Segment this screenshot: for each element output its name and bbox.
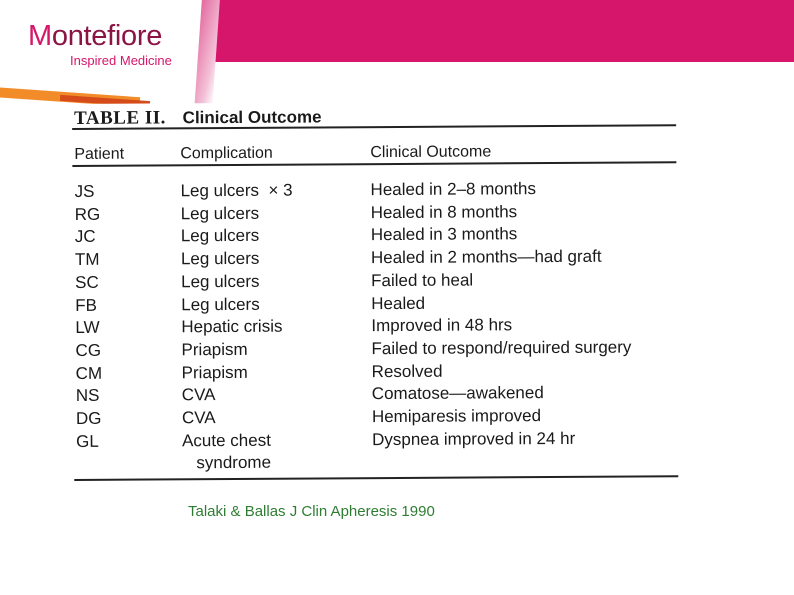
patient-cell: RG [74,204,101,224]
complication-cell: Hepatic crisis [181,316,283,337]
outcome-cell: Failed to heal [371,270,474,290]
complication-cell: Leg ulcers [181,271,260,292]
outcome-cell: Healed in 2–8 months [370,179,536,200]
patient-cell: LW [75,317,100,338]
header-patient: Patient [74,145,125,163]
patient-cell: NS [75,386,100,406]
header-complication: Complication [180,144,273,163]
table-title-text: Clinical Outcome [182,107,322,128]
outcome-cell: Healed in 2 months—had graft [370,246,602,268]
header-outcome: Clinical Outcome [370,143,492,162]
patient-cell: CM [75,363,103,383]
citation: Talaki & Ballas J Clin Apheresis 1990 [188,503,435,520]
patient-cell: TM [74,249,100,270]
table-caption: TABLE II. [74,107,166,129]
table-row [68,451,678,478]
complication-cell: Leg ulcers × 3 [180,180,293,201]
brand-header-bar [204,0,794,62]
logo-wordmark: Montefiore [28,20,163,52]
scanned-table [66,100,684,484]
outcome-cell: Healed in 3 months [370,224,518,245]
complication-cell: Leg ulcers [180,248,260,269]
outcome-cell: Comatose—awakened [371,383,544,404]
outcome-cell: Hemiparesis improved [371,406,542,427]
patient-cell: FB [75,295,98,315]
outcome-cell: Improved in 48 hrs [371,315,513,336]
patient-cell: GL [76,431,99,451]
outcome-cell: Healed in 8 months [370,201,518,222]
complication-cell: CVA [181,408,216,428]
patient-cell: JC [74,227,96,247]
outcome-cell: Dyspnea improved in 24 hr [371,428,576,449]
complication-cell: CVA [181,385,216,405]
patient-cell: JS [74,181,95,201]
outcome-cell: Resolved [371,361,443,381]
complication-cell: Acute chest [181,430,271,450]
montefiore-logo [28,22,172,68]
outcome-cell: Healed [371,293,426,313]
complication-cell: Leg ulcers [180,226,260,246]
outcome-cell: Failed to respond/required surgery [371,337,632,359]
complication-cell: Leg ulcers [181,294,260,314]
logo-tagline: Inspired Medicine [70,53,172,68]
complication-cell: Priapism [181,339,248,360]
complication-cell: Leg ulcers [180,203,260,223]
patient-cell: DG [75,408,102,428]
complication-cell: Priapism [181,362,248,382]
table-header-rule [72,161,676,167]
complication-cell: syndrome [182,453,272,473]
brand-bar-edge [194,0,220,110]
patient-cell: SC [75,272,99,292]
patient-cell: CG [75,340,102,360]
